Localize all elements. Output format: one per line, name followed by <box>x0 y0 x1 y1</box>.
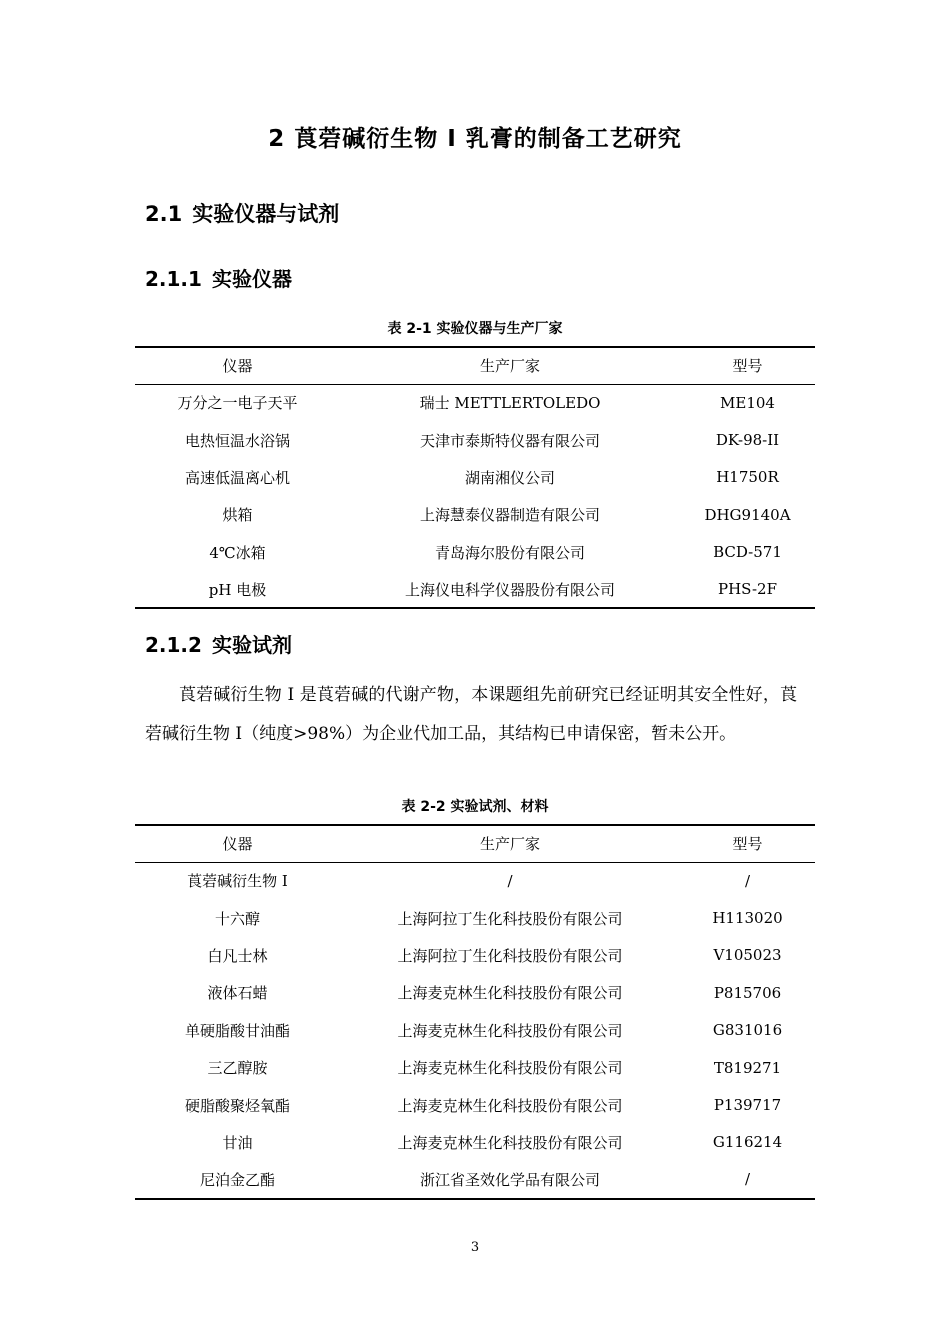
table-cell: H1750R <box>716 468 779 487</box>
table-cell: 浙江省圣效化学品有限公司 <box>340 1161 680 1198</box>
table-row <box>135 384 815 421</box>
table-cell: G831016 <box>712 1021 783 1040</box>
table-cell: 上海阿拉丁生化科技股份有限公司 <box>397 946 623 965</box>
table-cell: 上海慧泰仪器制造有限公司 <box>419 506 600 525</box>
table-cell: 上海麦克林生化科技股份有限公司 <box>397 1096 623 1115</box>
reagents-table <box>135 824 815 1200</box>
chapter-title: 2 莨菪碱衍生物 I 乳膏的制备工艺研究 <box>268 126 682 152</box>
section-number: 2.1.1 <box>145 267 202 291</box>
column-header: 生产厂家 <box>340 825 680 862</box>
table-cell: 莨菪碱衍生物 I <box>187 872 288 891</box>
table-cell: 烘箱 <box>222 506 253 525</box>
table-row <box>135 1161 815 1198</box>
table-cell: 上海麦克林生化科技股份有限公司 <box>397 1021 623 1040</box>
table-cell: 上海麦克林生化科技股份有限公司 <box>397 1059 623 1078</box>
table-row <box>135 937 815 974</box>
table-row <box>135 459 815 496</box>
table-cell: 硬脂酸聚烃氧酯 <box>184 1096 290 1115</box>
table-row <box>135 1049 815 1086</box>
table-cell: 白凡士林 <box>207 946 268 965</box>
table-cell: 上海阿拉丁生化科技股份有限公司 <box>397 909 623 928</box>
table-cell: 尼泊金乙酯 <box>135 1161 340 1198</box>
column-header: 仪器 <box>135 347 340 384</box>
table-cell: 万分之一电子天平 <box>177 394 298 413</box>
section-number: 2.1.2 <box>145 633 202 657</box>
page-number: 3 <box>470 1240 480 1255</box>
column-header: 型号 <box>680 347 815 384</box>
table-cell: V105023 <box>713 946 782 965</box>
column-header: 仪器 <box>135 825 340 862</box>
table-header-row <box>135 347 815 384</box>
table-cell: / <box>680 1161 815 1198</box>
table-cell: ME104 <box>720 393 775 412</box>
table-row <box>135 534 815 571</box>
column-header: 生产厂家 <box>340 347 680 384</box>
table-header-row <box>135 825 815 862</box>
table-row <box>135 496 815 533</box>
column-header: 型号 <box>680 825 815 862</box>
table-cell: G116214 <box>712 1133 783 1152</box>
table-row <box>135 862 815 899</box>
table-cell: T819271 <box>713 1058 782 1077</box>
table-cell: DK-98-II <box>715 431 780 450</box>
table-cell: 十六醇 <box>214 909 260 928</box>
table-row <box>135 974 815 1011</box>
table-cell: BCD-571 <box>713 543 782 562</box>
table-caption: 表 2-1 实验仪器与生产厂家 <box>387 321 563 337</box>
table-cell: 单硬脂酸甘油酯 <box>184 1021 290 1040</box>
table-row <box>135 899 815 936</box>
table-cell: 青岛海尔股份有限公司 <box>434 543 585 562</box>
section-heading-2-1 <box>145 198 339 228</box>
table-cell: 液体石蜡 <box>207 984 268 1003</box>
instruments-table <box>135 346 815 609</box>
table-cell: PHS-2F <box>680 571 815 608</box>
table-cell: / <box>507 871 513 890</box>
table-row <box>135 1124 815 1161</box>
table-row <box>135 1086 815 1123</box>
section-heading-2-1-1 <box>145 263 292 292</box>
table-cell: 甘油 <box>222 1133 253 1152</box>
table-cell: / <box>744 871 751 890</box>
section-title: 实验仪器 <box>211 267 292 291</box>
table-cell: 瑞士 METTLERTOLEDO <box>419 394 601 413</box>
table-cell: 高速低温离心机 <box>184 468 290 487</box>
table-row <box>135 421 815 458</box>
section-title: 实验试剂 <box>211 633 292 657</box>
table-cell: 电热恒温水浴锅 <box>184 431 290 450</box>
table-cell: 上海麦克林生化科技股份有限公司 <box>397 984 623 1003</box>
table-row <box>135 571 815 608</box>
table-row <box>135 1012 815 1049</box>
table-cell: 上海麦克林生化科技股份有限公司 <box>397 1133 623 1152</box>
table-cell: P815706 <box>713 983 782 1002</box>
table-cell: 天津市泰斯特仪器有限公司 <box>419 431 600 450</box>
body-paragraph: 莨菪碱衍生物 I 是莨菪碱的代谢产物，本课题组先前研究已经证明其安全性好，莨菪碱衍生物 I（纯度>98%）为企业代加工品，其结构已申请保密，暂未公开。 <box>145 685 797 744</box>
table-cell: 湖南湘仪公司 <box>464 468 555 487</box>
table-cell: 上海仪电科学仪器股份有限公司 <box>340 571 680 608</box>
section-title: 实验仪器与试剂 <box>192 202 340 226</box>
table-cell: P139717 <box>713 1096 782 1115</box>
table-cell: 4℃冰箱 <box>209 543 266 562</box>
section-number: 2.1 <box>145 202 183 226</box>
table-cell: pH 电极 <box>135 571 340 608</box>
section-heading-2-1-2 <box>145 629 292 658</box>
table-cell: H113020 <box>712 909 783 928</box>
table-cell: DHG9140A <box>704 505 791 524</box>
table-caption: 表 2-2 实验试剂、材料 <box>401 799 549 815</box>
table-cell: 三乙醇胺 <box>207 1059 268 1078</box>
